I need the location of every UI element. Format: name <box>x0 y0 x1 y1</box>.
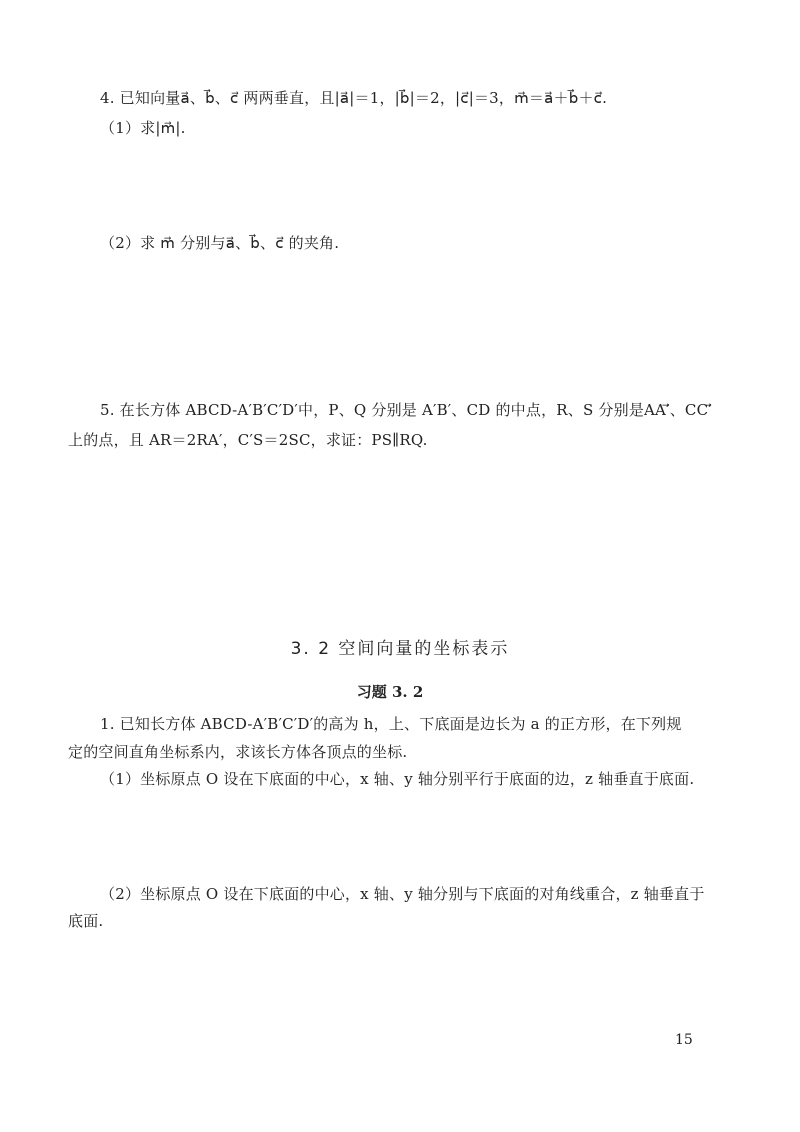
page-number: 15 <box>675 1032 693 1048</box>
exercise-1-part-2-line-1: （2）坐标原点 O 设在下底面的中心，x 轴、y 轴分别与下底面的对角线重合，z 轴垂直于 <box>100 885 705 903</box>
problem-4-part-2: （2）求 m⃗ 分别与a⃗、b⃗、c⃗ 的夹角. <box>100 234 340 252</box>
exercise-1-line-1: 1. 已知长方体 ABCD-A′B′C′D′的高为 h，上、下底面是边长为 a 的正方形，在下列规 <box>100 715 682 733</box>
exercise-title: 习题 3. 2 <box>356 683 424 701</box>
problem-4-stem: 4. 已知向量a⃗、b⃗、c⃗ 两两垂直，且|a⃗|＝1，|b⃗|＝2，|c⃗|＝3，m⃗＝a⃗＋b⃗＋c⃗. <box>100 89 608 107</box>
exercise-1-line-2: 定的空间直角坐标系内，求该长方体各顶点的坐标. <box>68 743 408 761</box>
problem-5-line-1: 5. 在长方体 ABCD-A′B′C′D′中，P、Q 分别是 A′B′、CD 的中点，R、S 分别是AA′⃗、CC′⃗ <box>100 401 712 419</box>
section-title: 3. 2 空间向量的坐标表示 <box>290 639 510 659</box>
exercise-1-part-1: （1）坐标原点 O 设在下底面的中心，x 轴、y 轴分别平行于底面的边，z 轴垂直于底面. <box>100 770 695 788</box>
problem-5-line-2: 上的点，且 AR＝2RA′，C′S＝2SC，求证：PS∥RQ. <box>68 431 428 449</box>
exercise-1-part-2-line-2: 底面. <box>68 912 104 930</box>
problem-4-part-1: （1）求|m⃗|. <box>100 119 186 137</box>
